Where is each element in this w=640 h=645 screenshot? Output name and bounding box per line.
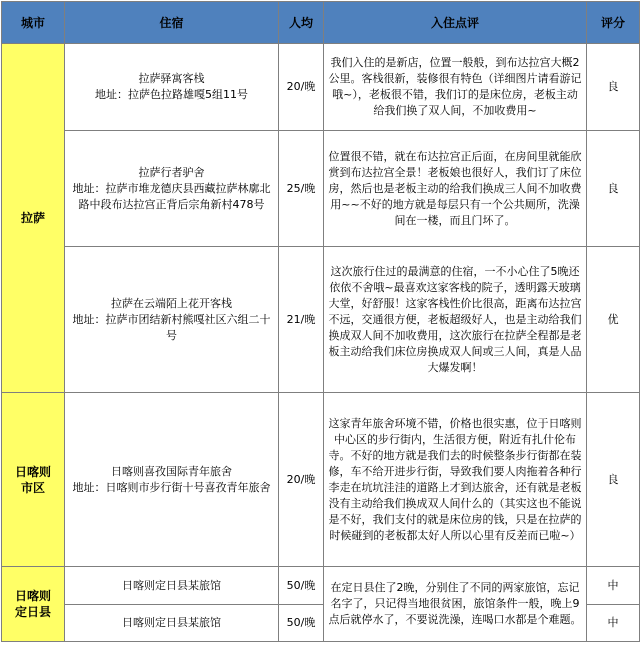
- lodging-address: 地址：日喀则市步行街十号喜孜青年旅舍: [72, 480, 271, 494]
- rating-cell: 中: [587, 605, 640, 642]
- lodging-name: 拉萨驿寓客栈: [138, 72, 205, 85]
- rating-cell: 良: [587, 131, 640, 247]
- rating-cell: 良: [587, 44, 640, 131]
- price-cell: 50/晚: [279, 605, 324, 642]
- lodging-cell: [65, 131, 279, 247]
- city-label: 定日县: [14, 605, 51, 619]
- header-city: 城市: [2, 2, 65, 44]
- price-cell: 20/晚: [279, 393, 324, 567]
- accommodation-review-table: [1, 1, 640, 642]
- lodging-address: 地址：拉萨市团结新村熊嘎社区六组二十号: [72, 312, 271, 342]
- city-cell-lhasa: [2, 44, 65, 393]
- lodging-cell: [65, 393, 279, 567]
- table-row: [2, 247, 640, 393]
- review-cell: 这次旅行住过的最满意的住宿，一不小心住了5晚还依依不舍哦~最喜欢这家客栈的院子，透明露天玻璃大堂，好舒服！这家客栈性价比很高，距离布达拉宫不远，交通很方便，老板超级好人，也是主动给我们换成双人间不加收费用，这次旅行在拉萨全程都是老板主动给我们床位房换成双人间或三人间，真是人品大爆发啊！: [324, 247, 587, 393]
- header-lodging: 住宿: [65, 2, 279, 44]
- review-cell: 我们入住的是新店，位置一般般，到布达拉宫大概2公里。客栈很新，装修很有特色（详细图片请看游记哦~），老板很不错，我们订的是床位房，老板主动给我们换了双人间，不加收费用~: [324, 44, 587, 131]
- city-cell-shigatse-city: [2, 393, 65, 567]
- table-row: [2, 131, 640, 247]
- price-cell: 21/晚: [279, 247, 324, 393]
- header-rating: 评分: [587, 2, 640, 44]
- lodging-name: 日喀则定日县某旅馆: [122, 616, 221, 629]
- city-label: 日喀则: [14, 589, 51, 603]
- review-cell: 在定日县住了2晚，分别住了不同的两家旅馆，忘记名字了，只记得当地很贫困，旅馆条件一般，晚上9点后就停水了，不要说洗澡，连喝口水都是个难题。: [324, 567, 587, 642]
- header-row: [2, 2, 640, 44]
- review-cell: 这家青年旅舍环境不错，价格也很实惠，位于日喀则中心区的步行街内，生活很方便，附近有扎什伦布寺。不好的地方就是我们去的时候整条步行街都在装修，车不给开进步行街，导致我们要人肉拖着各种行李走在坑坑洼洼的道路上才到达旅舍，还有就是老板没有主动给我们换成双人间什么的（其实这也不能说是不好，我们支付的就是床位房的钱，只是在拉萨的时候碰到的老板都太好人所以心里有反差而已啦~）: [324, 393, 587, 567]
- city-label: 市区: [20, 480, 45, 495]
- rating-cell: 优: [587, 247, 640, 393]
- page: [1, 1, 639, 643]
- lodging-cell: [65, 605, 279, 642]
- lodging-name: 拉萨行者驴舍: [138, 165, 205, 179]
- price-cell: 20/晚: [279, 44, 324, 131]
- table-row: [2, 44, 640, 131]
- header-price: 人均: [279, 2, 324, 44]
- table-row: [2, 393, 640, 567]
- lodging-cell: [65, 567, 279, 605]
- header-review: 入住点评: [324, 2, 587, 44]
- rating-cell: 中: [587, 567, 640, 605]
- table-row: [2, 567, 640, 605]
- lodging-cell: [65, 247, 279, 393]
- city-label: 日喀则: [14, 464, 51, 479]
- lodging-name: 拉萨在云端陌上花开客栈: [111, 296, 232, 310]
- lodging-address: 地址：拉萨市堆龙德庆县西藏拉萨林廓北路中段布达拉宫正背后宗角新村478号: [72, 181, 271, 211]
- rating-cell: 良: [587, 393, 640, 567]
- lodging-name: 日喀则喜孜国际青年旅舍: [111, 464, 232, 478]
- review-cell: 位置很不错，就在布达拉宫正后面，在房间里就能欣赏到布达拉宫全景！老板娘也很好人，我们订了床位房，然后也是老板主动的给我们换成三人间不加收费用~~不好的地方就是每层只有一个公共厕所，洗澡间在一楼，而且门坏了。: [324, 131, 587, 247]
- lodging-address: 地址：拉萨色拉路雄嘎5组11号: [95, 88, 248, 101]
- city-cell-shigatse-dingri: [2, 567, 65, 642]
- lodging-name: 日喀则定日县某旅馆: [122, 578, 221, 592]
- lodging-cell: [65, 44, 279, 131]
- price-cell: 25/晚: [279, 131, 324, 247]
- city-label: 拉萨: [20, 211, 45, 225]
- price-cell: 50/晚: [279, 567, 324, 605]
